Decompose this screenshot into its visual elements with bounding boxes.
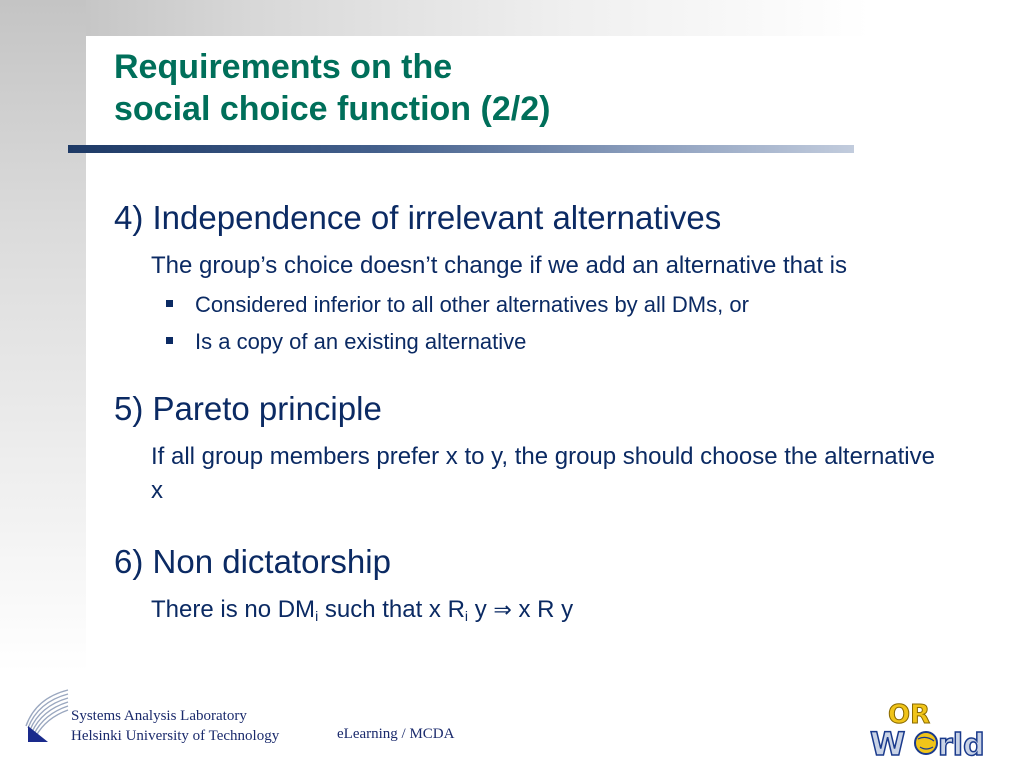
square-bullet-icon: [166, 300, 173, 307]
bullet-text: Is a copy of an existing alternative: [195, 329, 527, 354]
background-frame-left: [0, 0, 86, 672]
formula-suffix: x R y: [511, 596, 574, 623]
section-text-iia: The group’s choice doesn’t change if we add an alternative that is: [151, 252, 847, 279]
formula-middle: such that x R: [318, 596, 465, 623]
formula-after: y: [468, 596, 494, 623]
formula-subscript: i: [315, 608, 319, 624]
or-world-logo-rest: rld: [938, 728, 985, 761]
footer-lab-line-1: Systems Analysis Laboratory: [71, 708, 247, 724]
background-frame-top: [0, 0, 1024, 36]
footer-course-label: eLearning / MCDA: [337, 726, 455, 742]
section-heading-pareto: 5) Pareto principle: [114, 390, 382, 427]
slide-title-line-2: social choice function (2/2): [114, 90, 551, 128]
bullet-text: Considered inferior to all other alternatives by all DMs, or: [195, 292, 749, 317]
slide-title-line-1: Requirements on the: [114, 48, 453, 86]
section-heading-iia: 4) Independence of irrelevant alternatives: [114, 199, 722, 236]
or-world-logo-w: W: [870, 725, 906, 761]
formula-subscript: i: [464, 608, 469, 624]
section-text-non-dictatorship: [151, 593, 573, 633]
title-underline: [68, 145, 854, 153]
slide-title: [114, 46, 550, 130]
or-world-logo-icon: [866, 697, 1008, 761]
bullet-item: [166, 328, 526, 356]
or-world-logo-or: OR: [888, 700, 931, 730]
square-bullet-icon: [166, 337, 173, 344]
section-heading-non-dictatorship: 6) Non dictatorship: [114, 543, 391, 580]
globe-icon: [915, 732, 937, 754]
footer-lab-name: [71, 706, 279, 746]
footer-lab-line-2: Helsinki University of Technology: [71, 728, 280, 744]
formula-prefix: There is no DM: [151, 596, 316, 623]
hut-sal-logo-icon: [22, 686, 70, 744]
section-text-pareto: If all group members prefer x to y, the group should choose the alternative x: [151, 443, 935, 504]
implies-arrow-icon: ⇒: [493, 598, 512, 623]
bullet-item: [166, 291, 749, 319]
